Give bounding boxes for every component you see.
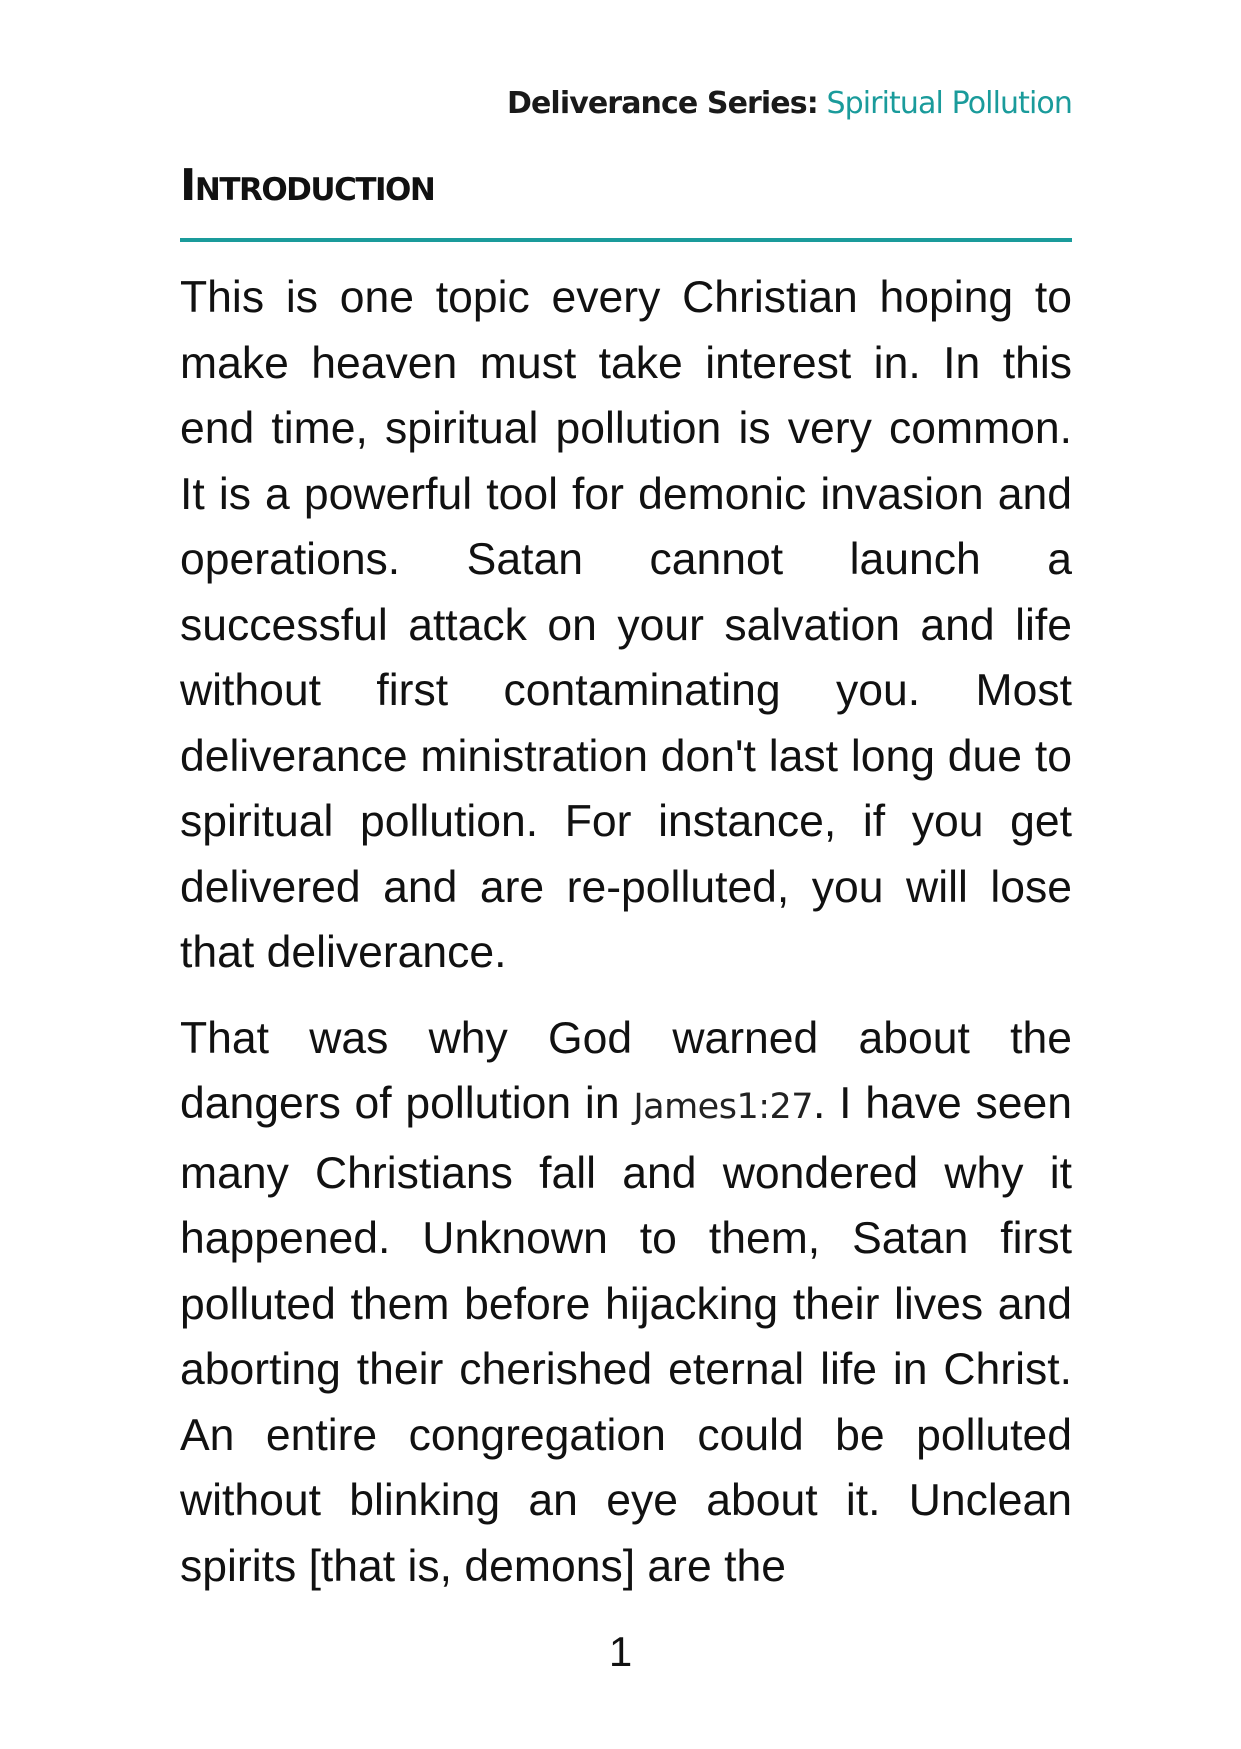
page-number: 1 [608,1628,633,1675]
paragraph-1: This is one topic every Christian hoping to make heaven must take interest in. In this end time, spiritual pollution is very common. It is a powerful tool for demonic invasion and operations. Satan cannot launch a successful attack on your salvation and life without first contaminating you. Most deliverance ministration don't last long due to spiritual pollution. For instance, if you get delivered and are re-polluted, you will lose that deliverance. [180,273,1072,977]
scripture-reference: James1:27 [633,1087,814,1127]
section-heading: Introduction [180,160,435,211]
heading-divider [180,238,1072,242]
paragraph-2-lead: That was why God warned about the dangers of pollution in [180,1013,1072,1128]
paragraph-2-rest: . I have seen many Christians fall and wondered why it happened. Unknown to them, Satan first polluted them before hijacking their lives and aborting their cherished eternal life in Christ. An entire congregation could be polluted without blinking an eye about it. Unclean spirits [that is, demons] are the [180,1079,1073,1591]
body-text [180,265,1072,1619]
series-title: Spiritual Pollution [826,86,1072,121]
paragraph-2 [180,1006,1072,1600]
series-label: Deliverance Series: [506,86,818,121]
running-header [180,84,1072,124]
